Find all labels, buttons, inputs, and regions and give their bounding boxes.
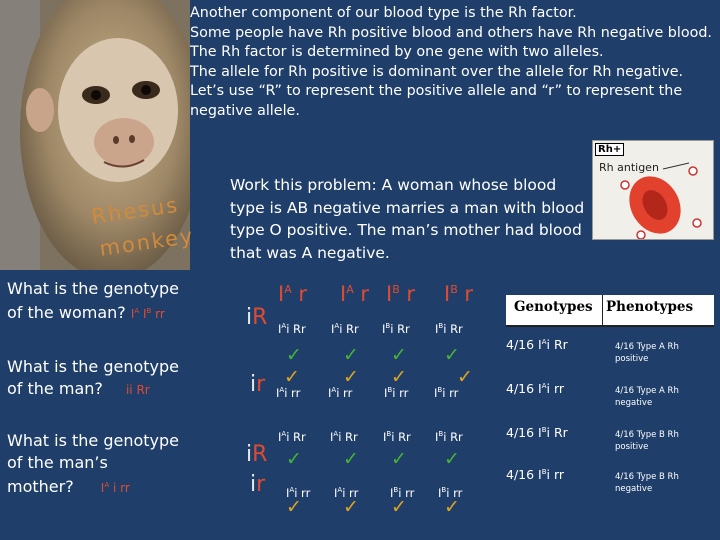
check-icon: ✓	[284, 366, 300, 388]
punnett-cell: $I^Bi$ Rr	[435, 430, 463, 444]
table-phenotype: 4/16 Type A Rh negative	[615, 386, 679, 408]
rh-antigen-diagram	[592, 140, 714, 240]
rh-antigen-label: Rh antigen	[599, 161, 659, 174]
punnett-col-header: $I^B$ r	[386, 282, 416, 306]
check-icon: ✓	[457, 366, 473, 388]
answer-woman: $I^A$ $I^B$ rr	[130, 307, 165, 321]
check-icon: ✓	[391, 448, 407, 470]
question-line: of the woman?	[7, 303, 126, 322]
table-divider	[602, 295, 603, 325]
table-phenotype: 4/16 Type A Rh positive	[615, 342, 679, 364]
punnett-cell: $I^Ai$ rr	[276, 386, 301, 400]
question-line: of the man?	[7, 379, 103, 398]
question-line: mother?	[7, 477, 74, 496]
punnett-cell: $I^Bi$ rr	[384, 386, 409, 400]
table-phenotype: 4/16 Type B Rh positive	[615, 430, 679, 452]
check-icon: ✓	[343, 448, 359, 470]
punnett-cell: $I^Bi$ rr	[438, 486, 463, 500]
intro-line: Another component of our blood type is the Rh factor.	[190, 5, 577, 21]
monkey-caption-line2: monkey	[98, 223, 196, 261]
check-icon: ✓	[343, 366, 359, 388]
check-icon: ✓	[444, 448, 460, 470]
question-line: What is the genotype	[7, 357, 180, 376]
punnett-cell: $I^Ai$ rr	[286, 486, 311, 500]
question-mother	[7, 430, 179, 499]
question-line: What is the genotype	[7, 431, 180, 450]
table-genotype: 4/16 $I^Ai$ rr	[506, 381, 565, 396]
check-icon: ✓	[343, 344, 359, 366]
punnett-cell: $I^Ai$ Rr	[330, 430, 358, 444]
question-line: of the man’s	[7, 453, 108, 472]
intro-text	[190, 4, 715, 122]
question-woman	[7, 278, 179, 325]
table-phenotype: 4/16 Type B Rh negative	[615, 472, 679, 494]
punnett-row-header: iR	[246, 442, 268, 467]
check-icon: ✓	[391, 496, 407, 518]
rh-plus-label: Rh+	[595, 143, 624, 156]
phenotypes-header: Phenotypes	[606, 299, 694, 315]
question-line: What is the genotype	[7, 279, 180, 298]
punnett-cell: $I^Ai$ Rr	[331, 322, 359, 336]
check-icon: ✓	[343, 496, 359, 518]
punnett-cell: $I^Ai$ Rr	[278, 430, 306, 444]
table-genotype: 4/16 $I^Ai$ Rr	[506, 337, 568, 352]
punnett-col-header: $I^B$ r	[444, 282, 474, 306]
intro-line: Let’s use “R” to represent the positive allele and “r” to represent the negative allele.	[190, 83, 683, 119]
check-icon: ✓	[286, 496, 302, 518]
punnett-cell: $I^Ai$ rr	[328, 386, 353, 400]
table-genotype: 4/16 $I^Bi$ Rr	[506, 425, 568, 440]
answer-man: ii Rr	[125, 383, 150, 397]
punnett-col-header: $I^A$ r	[278, 282, 308, 306]
check-icon: ✓	[391, 366, 407, 388]
check-icon: ✓	[286, 448, 302, 470]
punnett-cell: $I^Bi$ Rr	[383, 430, 411, 444]
check-icon: ✓	[391, 344, 407, 366]
check-icon: ✓	[444, 344, 460, 366]
punnett-row-header: iR	[246, 305, 268, 330]
punnett-cell: $I^Ai$ Rr	[278, 322, 306, 336]
punnett-col-header: $I^A$ r	[340, 282, 370, 306]
table-genotype: 4/16 $I^Bi$ rr	[506, 467, 565, 482]
check-icon: ✓	[286, 344, 302, 366]
punnett-cell: $I^Ai$ rr	[334, 486, 359, 500]
question-man	[7, 356, 179, 401]
problem-text: Work this problem: A woman whose blood type is AB negative marries a man with blood type O positive. The man’s mother had blood that was A negative.	[230, 176, 585, 262]
intro-line: The Rh factor is determined by one gene with two alleles.	[190, 44, 604, 61]
check-icon: ✓	[444, 496, 460, 518]
punnett-row-header: ir	[250, 472, 266, 497]
punnett-cell: $I^Bi$ rr	[390, 486, 415, 500]
punnett-cell: $I^Bi$ rr	[434, 386, 459, 400]
intro-line: The allele for Rh positive is dominant over the allele for Rh negative.	[190, 63, 684, 80]
punnett-row-header: ir	[250, 372, 266, 397]
monkey-caption-line1: Rhesus	[90, 192, 181, 229]
intro-line: Some people have Rh positive blood and others have Rh negative blood.	[190, 24, 712, 41]
red-blood-cell-icon	[593, 141, 713, 239]
table-body	[506, 327, 714, 540]
answer-mother: $I^A$ i rr	[100, 481, 130, 495]
punnett-cell: $I^Bi$ Rr	[382, 322, 410, 336]
punnett-cell: $I^Bi$ Rr	[435, 322, 463, 336]
genotypes-header: Genotypes	[514, 299, 593, 315]
